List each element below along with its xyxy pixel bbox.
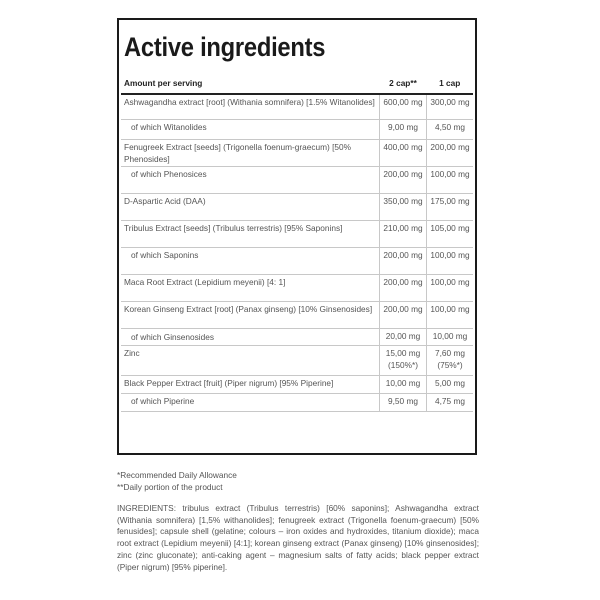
table-header-row [121, 75, 473, 94]
value-one-cap: 4,75 mg [427, 393, 474, 411]
value-two-cap: 20,00 mg [380, 328, 427, 345]
ingredient-name: of which Piperine [131, 395, 195, 406]
ingredient-name: Zinc [124, 347, 140, 358]
ingredient-name: Fenugreek Extract [seeds] (Trigonella foenum-graecum) [50% Phenosides] [124, 141, 352, 164]
table-row [121, 328, 473, 345]
footnote-daily-portion: **Daily portion of the product [117, 482, 223, 492]
table-row [121, 247, 473, 274]
table-row [121, 220, 473, 247]
table-row [121, 166, 473, 193]
table-row [121, 345, 473, 375]
table-row [121, 393, 473, 411]
nutrition-panel [117, 18, 477, 455]
value-two-cap: 200,00 mg [380, 274, 427, 301]
table-row [121, 375, 473, 393]
value-two-cap: 9,00 mg [380, 119, 427, 139]
table-row [121, 119, 473, 139]
ingredient-name: of which Witanolides [131, 121, 207, 132]
ingredient-name: of which Phenosices [131, 168, 207, 179]
table-row [121, 94, 473, 119]
footnote-rda: *Recommended Daily Allowance [117, 470, 237, 480]
value-two-cap: 600,00 mg [380, 94, 427, 119]
table-row [121, 274, 473, 301]
ingredient-name: of which Ginsenosides [131, 331, 215, 342]
ingredient-name: Maca Root Extract (Lepidium meyenii) [4: 1] [124, 276, 286, 287]
value-two-cap: 15,00 mg (150%*) [380, 345, 427, 375]
value-one-cap: 100,00 mg [427, 301, 474, 328]
value-two-cap: 200,00 mg [380, 247, 427, 274]
value-one-cap: 300,00 mg [427, 94, 474, 119]
panel-title: Active ingredients [124, 32, 326, 62]
value-two-cap: 9,50 mg [380, 393, 427, 411]
header-two-cap: 2 cap** [380, 75, 427, 94]
ingredients-paragraph: INGREDIENTS: tribulus extract (Tribulus terrestris) [60% saponins]; Ashwagandha extract (Withania somnifera) [1,5% withanolides]; fenugreek extract (Trigonella foenum-graecum) [50% fenusides]; capsule shell (gelatine; colours – iron oxides and hydroxides, titanium dioxide); maca root extract (Lepidium meyenii) [4:1]; korean ginseng extract (Panax ginseng) [10% ginsenosides]; zinc (zinc gluconate); anti-caking agent – magnesium salts of fatty acids; black pepper extract (Piper nigrum) [95% piperine]. [117, 503, 479, 572]
value-one-cap: 100,00 mg [427, 247, 474, 274]
ingredient-name: Ashwagandha extract [root] (Withania somnifera) [1.5% Witanolides] [124, 97, 375, 107]
value-two-cap: 200,00 mg [380, 301, 427, 328]
ingredient-name: Tribulus Extract [seeds] (Tribulus terrestris) [95% Saponins] [124, 222, 343, 233]
value-one-cap: 100,00 mg [427, 274, 474, 301]
ingredient-name: Black Pepper Extract [fruit] (Piper nigrum) [95% Piperine] [124, 377, 334, 388]
ingredient-name: of which Saponins [131, 249, 199, 260]
value-two-cap: 350,00 mg [380, 193, 427, 220]
value-one-cap: 4,50 mg [427, 119, 474, 139]
header-one-cap: 1 cap [427, 75, 474, 94]
ingredients-table [121, 75, 473, 412]
value-one-cap: 200,00 mg [427, 139, 474, 166]
value-one-cap: 10,00 mg [427, 328, 474, 345]
value-two-cap: 10,00 mg [380, 375, 427, 393]
value-one-cap: 7,60 mg (75%*) [427, 345, 474, 375]
value-one-cap: 175,00 mg [427, 193, 474, 220]
value-one-cap: 105,00 mg [427, 220, 474, 247]
value-one-cap: 5,00 mg [427, 375, 474, 393]
footnotes [117, 469, 237, 493]
header-amount: Amount per serving [121, 75, 380, 94]
ingredient-name: Korean Ginseng Extract [root] (Panax ginseng) [10% Ginsenosides] [124, 303, 373, 314]
table-row [121, 193, 473, 220]
table-row [121, 139, 473, 166]
value-two-cap: 400,00 mg [380, 139, 427, 166]
value-two-cap: 210,00 mg [380, 220, 427, 247]
value-one-cap: 100,00 mg [427, 166, 474, 193]
table-row [121, 301, 473, 328]
value-two-cap: 200,00 mg [380, 166, 427, 193]
ingredient-name: D-Aspartic Acid (DAA) [124, 195, 206, 206]
